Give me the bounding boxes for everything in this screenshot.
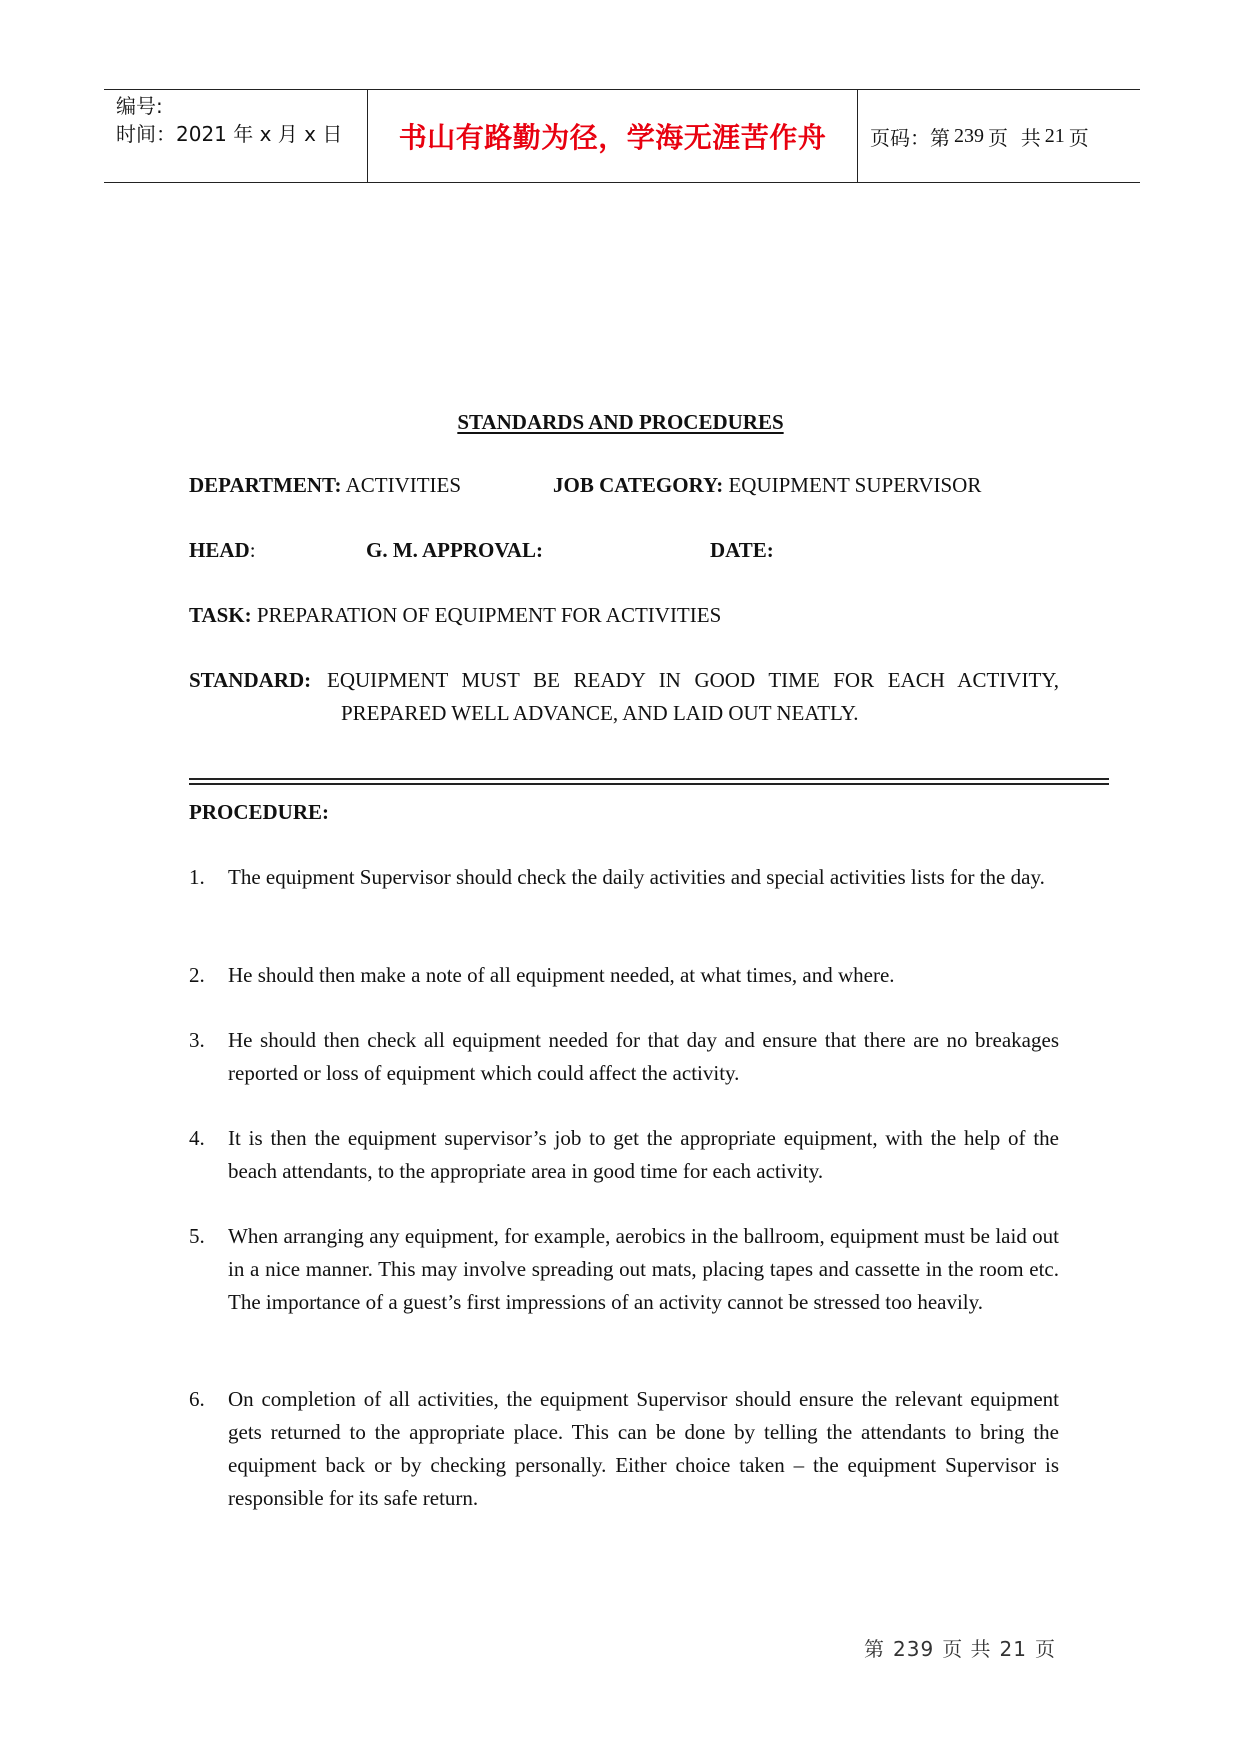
procedure-number: 6. (189, 1387, 205, 1411)
procedure-item (189, 1220, 1059, 1319)
procedure-number: 2. (189, 963, 205, 987)
procedure-text: On completion of all activities, the equipment Supervisor should ensure the relevant equipment gets returned to the appropriate place. This can be done by telling the attendants to bring the equipment back or by checking personally. Either choice taken – the equipment Supervisor is responsible for its safe return. (228, 1387, 1059, 1510)
job-category-line (553, 473, 981, 498)
task-line (189, 603, 721, 628)
header-motto-cell (368, 90, 858, 182)
procedure-label: PROCEDURE: (189, 800, 329, 824)
procedure-item (189, 959, 1059, 992)
gm-approval-label: G. M. APPROVAL: (366, 538, 543, 562)
document-title: STANDARDS AND PROCEDURES (457, 410, 784, 434)
rule-line (189, 778, 1109, 780)
procedure-text: He should then check all equipment needed for that day and ensure that there are no breakages reported or loss of equipment which could affect the activity. (228, 1028, 1059, 1085)
procedure-number: 1. (189, 865, 205, 889)
head-line (189, 538, 256, 563)
procedure-text: It is then the equipment supervisor’s job to get the appropriate equipment, with the help of the beach attendants, to the appropriate area in good time for each activity. (228, 1126, 1059, 1183)
department-line (189, 473, 461, 498)
header-meta-cell (104, 90, 368, 182)
procedure-text: The equipment Supervisor should check the daily activities and special activities lists for the day. (228, 865, 1045, 889)
task-label: TASK: (189, 603, 252, 627)
procedure-item (189, 1383, 1059, 1515)
standard-label: STANDARD: (189, 668, 312, 692)
task-value: PREPARATION OF EQUIPMENT FOR ACTIVITIES (251, 603, 722, 627)
page-prefix: 页码：第 (870, 125, 950, 150)
footer-page: 239 (893, 1637, 935, 1661)
page-suffix: 页 (1068, 125, 1089, 150)
page-mid: 页 共 (988, 125, 1041, 150)
page-number: 239 (954, 124, 984, 147)
head-colon: : (249, 538, 256, 562)
time-line: 时间：2021 年 x 月 x 日 (116, 122, 343, 146)
standard-line (189, 668, 1059, 693)
procedure-item (189, 1024, 1059, 1090)
department-value: ACTIVITIES (341, 473, 462, 497)
job-category-value: EQUIPMENT SUPERVISOR (723, 473, 982, 497)
rule-line (189, 783, 1109, 785)
double-rule (189, 778, 1109, 785)
procedure-item (189, 1122, 1059, 1188)
footer-mid: 页 共 (942, 1637, 992, 1661)
footer-total: 21 (999, 1637, 1027, 1661)
procedure-number: 3. (189, 1028, 205, 1052)
page-total: 21 (1044, 124, 1065, 147)
date-label: DATE: (710, 538, 774, 562)
department-label: DEPARTMENT: (189, 473, 342, 497)
standard-text-line1: EQUIPMENT MUST BE READY IN GOOD TIME FOR EACH ACTIVITY, (327, 668, 1059, 692)
page-header (104, 89, 1140, 183)
procedure-text: When arranging any equipment, for example, aerobics in the ballroom, equipment must be laid out in a nice manner. This may involve spreading out mats, placing tapes and cassette in the room etc. The importance of a guest’s first impressions of an activity cannot be stressed too heavily. (228, 1224, 1059, 1314)
motto-text: 书山有路勤为径，学海无涯苦作舟 (398, 121, 827, 154)
footer-suffix: 页 (1035, 1637, 1056, 1661)
procedure-number: 4. (189, 1126, 205, 1150)
header-page-cell (858, 90, 1140, 182)
job-category-label: JOB CATEGORY: (553, 473, 724, 497)
procedure-item (189, 861, 1059, 894)
head-label: HEAD (189, 538, 250, 562)
procedure-text: He should then make a note of all equipment needed, at what times, and where. (228, 963, 895, 987)
procedure-number: 5. (189, 1224, 205, 1248)
page-footer (856, 1633, 1056, 1662)
standard-text-line2: PREPARED WELL ADVANCE, AND LAID OUT NEATLY. (341, 701, 859, 725)
number-label: 编号: (116, 94, 163, 118)
footer-prefix: 第 (864, 1637, 885, 1661)
